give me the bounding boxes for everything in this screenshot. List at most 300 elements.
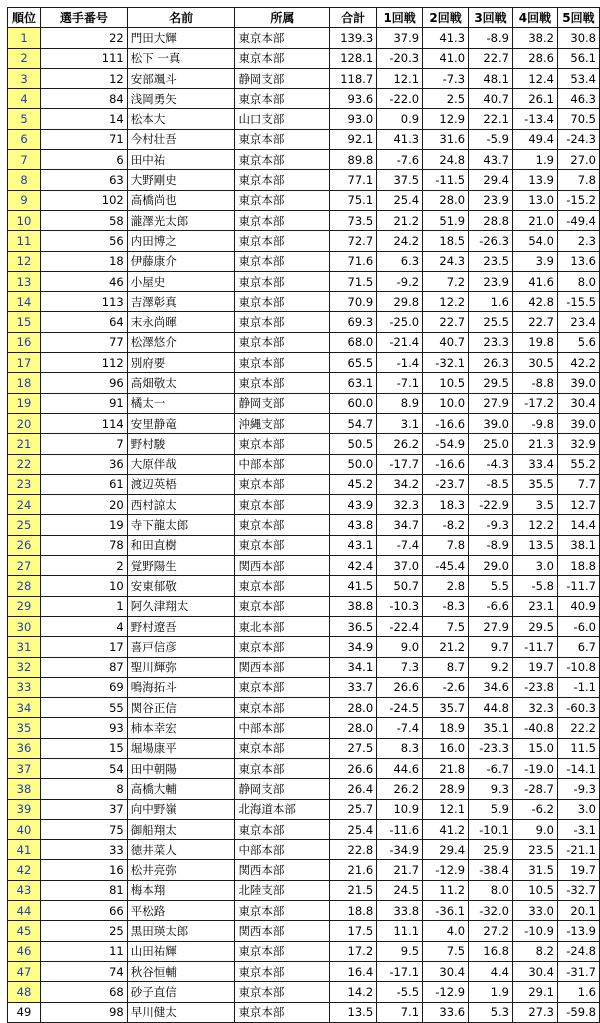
affiliation-cell: 東京本部 xyxy=(235,292,330,312)
name-cell: 高橋大輔 xyxy=(127,779,235,799)
name-cell: 田中朝陽 xyxy=(127,758,235,778)
player-number-cell: 69 xyxy=(40,677,127,697)
round-1-cell: 10.9 xyxy=(377,799,423,819)
round-3-cell: 23.3 xyxy=(469,332,513,352)
player-number-cell: 8 xyxy=(40,779,127,799)
round-3-cell: 48.1 xyxy=(469,68,513,88)
round-4-cell: 33.0 xyxy=(512,901,557,921)
rank-cell: 34 xyxy=(8,698,41,718)
round-1-cell: 26.2 xyxy=(377,434,423,454)
affiliation-cell: 東京本部 xyxy=(235,89,330,109)
round-3-cell: -23.3 xyxy=(469,738,513,758)
name-cell: 大野剛史 xyxy=(127,170,235,190)
name-cell: 秋谷恒輔 xyxy=(127,961,235,981)
round-2-cell: 10.0 xyxy=(423,393,469,413)
round-5-cell: 14.4 xyxy=(557,515,599,535)
round-2-cell: 18.5 xyxy=(423,231,469,251)
name-cell: 門田大輝 xyxy=(127,28,235,48)
rank-cell: 15 xyxy=(8,312,41,332)
total-cell: 72.7 xyxy=(330,231,377,251)
round-5-cell: -60.3 xyxy=(557,698,599,718)
total-cell: 41.5 xyxy=(330,576,377,596)
table-row xyxy=(8,150,600,170)
name-cell: 西村諒太 xyxy=(127,495,235,515)
rank-cell: 21 xyxy=(8,434,41,454)
round-4-cell: 23.5 xyxy=(512,840,557,860)
round-2-cell: 7.2 xyxy=(423,271,469,291)
round-3-cell: 1.6 xyxy=(469,292,513,312)
round-1-cell: -1.4 xyxy=(377,353,423,373)
round-1-cell: -7.4 xyxy=(377,718,423,738)
affiliation-cell: 東京本部 xyxy=(235,474,330,494)
player-number-cell: 91 xyxy=(40,393,127,413)
total-cell: 50.0 xyxy=(330,454,377,474)
table-row xyxy=(8,474,600,494)
affiliation-cell: 東京本部 xyxy=(235,596,330,616)
round-5-cell: -9.3 xyxy=(557,779,599,799)
player-number-cell: 113 xyxy=(40,292,127,312)
round-2-cell: -32.1 xyxy=(423,353,469,373)
round-5-cell: 7.8 xyxy=(557,170,599,190)
round-3-cell: 34.6 xyxy=(469,677,513,697)
table-row xyxy=(8,840,600,860)
player-number-cell: 15 xyxy=(40,738,127,758)
name-cell: 向中野嶺 xyxy=(127,799,235,819)
rank-cell: 8 xyxy=(8,170,41,190)
player-number-cell: 16 xyxy=(40,860,127,880)
round-2-cell: 51.9 xyxy=(423,210,469,230)
round-5-cell: 23.4 xyxy=(557,312,599,332)
affiliation-cell: 北海道本部 xyxy=(235,799,330,819)
round-5-cell: 56.1 xyxy=(557,48,599,68)
round-3-cell: 29.4 xyxy=(469,170,513,190)
table-row xyxy=(8,515,600,535)
round-4-cell: 42.8 xyxy=(512,292,557,312)
round-4-cell: 21.0 xyxy=(512,210,557,230)
affiliation-cell: 東京本部 xyxy=(235,941,330,961)
name-cell: 鳴海拓斗 xyxy=(127,677,235,697)
round-1-cell: -7.1 xyxy=(377,373,423,393)
table-row xyxy=(8,292,600,312)
round-4-cell: -5.8 xyxy=(512,576,557,596)
rank-cell: 2 xyxy=(8,48,41,68)
round-2-cell: -11.5 xyxy=(423,170,469,190)
table-row xyxy=(8,353,600,373)
round-5-cell: 5.6 xyxy=(557,332,599,352)
header-round-1: 1回戦 xyxy=(377,8,423,28)
name-cell: 早川健太 xyxy=(127,1002,235,1022)
affiliation-cell: 静岡支部 xyxy=(235,779,330,799)
rank-cell: 17 xyxy=(8,353,41,373)
round-4-cell: 33.4 xyxy=(512,454,557,474)
round-4-cell: 23.1 xyxy=(512,596,557,616)
total-cell: 93.0 xyxy=(330,109,377,129)
affiliation-cell: 東京本部 xyxy=(235,170,330,190)
round-2-cell: 33.6 xyxy=(423,1002,469,1022)
name-cell: 寺下龍太郎 xyxy=(127,515,235,535)
rank-cell: 29 xyxy=(8,596,41,616)
round-2-cell: 7.8 xyxy=(423,535,469,555)
header-round-4: 4回戦 xyxy=(512,8,557,28)
player-number-cell: 17 xyxy=(40,637,127,657)
round-4-cell: 3.0 xyxy=(512,556,557,576)
rank-cell: 13 xyxy=(8,271,41,291)
total-cell: 22.8 xyxy=(330,840,377,860)
round-2-cell: 31.6 xyxy=(423,129,469,149)
header-player-number: 選手番号 xyxy=(40,8,127,28)
rank-cell: 46 xyxy=(8,941,41,961)
total-cell: 69.3 xyxy=(330,312,377,332)
round-4-cell: -8.8 xyxy=(512,373,557,393)
rank-cell: 27 xyxy=(8,556,41,576)
table-row xyxy=(8,332,600,352)
player-number-cell: 4 xyxy=(40,616,127,636)
affiliation-cell: 東京本部 xyxy=(235,332,330,352)
round-2-cell: 35.7 xyxy=(423,698,469,718)
round-4-cell: 13.5 xyxy=(512,535,557,555)
round-4-cell: -13.4 xyxy=(512,109,557,129)
table-row xyxy=(8,210,600,230)
player-number-cell: 54 xyxy=(40,758,127,778)
round-5-cell: 39.0 xyxy=(557,373,599,393)
round-4-cell: -17.2 xyxy=(512,393,557,413)
round-3-cell: 22.7 xyxy=(469,48,513,68)
round-1-cell: 7.1 xyxy=(377,1002,423,1022)
round-4-cell: 3.5 xyxy=(512,495,557,515)
header-rank: 順位 xyxy=(8,8,41,28)
round-5-cell: 27.0 xyxy=(557,150,599,170)
round-2-cell: 28.9 xyxy=(423,779,469,799)
round-3-cell: 26.3 xyxy=(469,353,513,373)
player-number-cell: 14 xyxy=(40,109,127,129)
round-2-cell: 22.7 xyxy=(423,312,469,332)
round-5-cell: -31.7 xyxy=(557,961,599,981)
round-3-cell: -38.4 xyxy=(469,860,513,880)
round-2-cell: -8.2 xyxy=(423,515,469,535)
round-5-cell: -32.7 xyxy=(557,880,599,900)
round-5-cell: -11.7 xyxy=(557,576,599,596)
round-2-cell: 10.5 xyxy=(423,373,469,393)
round-1-cell: -17.7 xyxy=(377,454,423,474)
rank-cell: 5 xyxy=(8,109,41,129)
name-cell: 山田祐輝 xyxy=(127,941,235,961)
rank-cell: 49 xyxy=(8,1002,41,1022)
round-4-cell: 1.9 xyxy=(512,150,557,170)
total-cell: 18.8 xyxy=(330,901,377,921)
round-4-cell: -19.0 xyxy=(512,758,557,778)
total-cell: 28.0 xyxy=(330,718,377,738)
affiliation-cell: 関西本部 xyxy=(235,860,330,880)
round-3-cell: 43.7 xyxy=(469,150,513,170)
round-5-cell: -14.1 xyxy=(557,758,599,778)
affiliation-cell: 東京本部 xyxy=(235,312,330,332)
table-row xyxy=(8,880,600,900)
total-cell: 25.4 xyxy=(330,819,377,839)
rank-cell: 47 xyxy=(8,961,41,981)
total-cell: 93.6 xyxy=(330,89,377,109)
name-cell: 黒田瑛太郎 xyxy=(127,921,235,941)
name-cell: 松井亮弥 xyxy=(127,860,235,880)
round-2-cell: 24.3 xyxy=(423,251,469,271)
round-2-cell: -23.7 xyxy=(423,474,469,494)
round-5-cell: 2.3 xyxy=(557,231,599,251)
name-cell: 野村駿 xyxy=(127,434,235,454)
table-row xyxy=(8,758,600,778)
total-cell: 65.5 xyxy=(330,353,377,373)
table-row xyxy=(8,28,600,48)
round-3-cell: 22.1 xyxy=(469,109,513,129)
table-row xyxy=(8,799,600,819)
player-number-cell: 74 xyxy=(40,961,127,981)
round-4-cell: 35.5 xyxy=(512,474,557,494)
table-row xyxy=(8,961,600,981)
round-1-cell: 29.8 xyxy=(377,292,423,312)
table-row xyxy=(8,129,600,149)
round-5-cell: -15.5 xyxy=(557,292,599,312)
name-cell: 徳井菜人 xyxy=(127,840,235,860)
table-row xyxy=(8,556,600,576)
round-1-cell: -5.5 xyxy=(377,982,423,1002)
affiliation-cell: 中部本部 xyxy=(235,454,330,474)
table-row xyxy=(8,982,600,1002)
round-3-cell: -5.9 xyxy=(469,129,513,149)
rank-cell: 31 xyxy=(8,637,41,657)
rank-cell: 38 xyxy=(8,779,41,799)
total-cell: 36.5 xyxy=(330,616,377,636)
table-row xyxy=(8,454,600,474)
round-5-cell: 30.4 xyxy=(557,393,599,413)
round-3-cell: 44.8 xyxy=(469,698,513,718)
table-row xyxy=(8,251,600,271)
name-cell: 松本大 xyxy=(127,109,235,129)
header-round-2: 2回戦 xyxy=(423,8,469,28)
name-cell: 安里静竜 xyxy=(127,413,235,433)
round-5-cell: 20.1 xyxy=(557,901,599,921)
total-cell: 17.2 xyxy=(330,941,377,961)
name-cell: 梅本翔 xyxy=(127,880,235,900)
rank-cell: 14 xyxy=(8,292,41,312)
round-1-cell: -10.3 xyxy=(377,596,423,616)
rank-cell: 35 xyxy=(8,718,41,738)
rank-cell: 33 xyxy=(8,677,41,697)
total-cell: 21.5 xyxy=(330,880,377,900)
round-4-cell: -28.7 xyxy=(512,779,557,799)
name-cell: 吉澤彰真 xyxy=(127,292,235,312)
round-1-cell: 33.8 xyxy=(377,901,423,921)
table-row xyxy=(8,48,600,68)
rank-cell: 25 xyxy=(8,515,41,535)
table-row xyxy=(8,434,600,454)
round-3-cell: 23.5 xyxy=(469,251,513,271)
player-number-cell: 36 xyxy=(40,454,127,474)
rank-cell: 3 xyxy=(8,68,41,88)
round-2-cell: -7.3 xyxy=(423,68,469,88)
rank-cell: 48 xyxy=(8,982,41,1002)
round-1-cell: -21.4 xyxy=(377,332,423,352)
player-number-cell: 19 xyxy=(40,515,127,535)
affiliation-cell: 北陸支部 xyxy=(235,880,330,900)
player-number-cell: 20 xyxy=(40,495,127,515)
name-cell: 今村壮吾 xyxy=(127,129,235,149)
round-3-cell: 39.0 xyxy=(469,413,513,433)
round-5-cell: 39.0 xyxy=(557,413,599,433)
round-5-cell: -24.8 xyxy=(557,941,599,961)
rank-cell: 20 xyxy=(8,413,41,433)
table-row xyxy=(8,1002,600,1022)
total-cell: 21.6 xyxy=(330,860,377,880)
round-2-cell: 41.3 xyxy=(423,28,469,48)
name-cell: 小屋史 xyxy=(127,271,235,291)
round-4-cell: 22.7 xyxy=(512,312,557,332)
round-4-cell: 30.4 xyxy=(512,961,557,981)
player-number-cell: 18 xyxy=(40,251,127,271)
round-5-cell: -59.8 xyxy=(557,1002,599,1022)
round-3-cell: -8.5 xyxy=(469,474,513,494)
total-cell: 14.2 xyxy=(330,982,377,1002)
round-3-cell: 25.0 xyxy=(469,434,513,454)
table-row xyxy=(8,637,600,657)
total-cell: 26.4 xyxy=(330,779,377,799)
name-cell: 柿本幸宏 xyxy=(127,718,235,738)
round-1-cell: -9.2 xyxy=(377,271,423,291)
affiliation-cell: 東京本部 xyxy=(235,434,330,454)
round-4-cell: 12.2 xyxy=(512,515,557,535)
round-5-cell: 6.7 xyxy=(557,637,599,657)
round-3-cell: -10.1 xyxy=(469,819,513,839)
table-row xyxy=(8,231,600,251)
round-1-cell: 37.5 xyxy=(377,170,423,190)
player-number-cell: 81 xyxy=(40,880,127,900)
total-cell: 45.2 xyxy=(330,474,377,494)
round-5-cell: -24.3 xyxy=(557,129,599,149)
round-5-cell: 22.2 xyxy=(557,718,599,738)
round-5-cell: 53.4 xyxy=(557,68,599,88)
round-1-cell: 21.7 xyxy=(377,860,423,880)
round-1-cell: 37.9 xyxy=(377,28,423,48)
round-2-cell: 7.5 xyxy=(423,616,469,636)
total-cell: 42.4 xyxy=(330,556,377,576)
total-cell: 89.8 xyxy=(330,150,377,170)
round-2-cell: 12.1 xyxy=(423,799,469,819)
round-3-cell: 25.9 xyxy=(469,840,513,860)
rank-cell: 30 xyxy=(8,616,41,636)
player-number-cell: 87 xyxy=(40,657,127,677)
round-3-cell: 35.1 xyxy=(469,718,513,738)
name-cell: 御船翔太 xyxy=(127,819,235,839)
affiliation-cell: 東京本部 xyxy=(235,1002,330,1022)
round-1-cell: 3.1 xyxy=(377,413,423,433)
round-4-cell: 3.9 xyxy=(512,251,557,271)
round-2-cell: 8.7 xyxy=(423,657,469,677)
round-2-cell: 2.5 xyxy=(423,89,469,109)
player-number-cell: 56 xyxy=(40,231,127,251)
affiliation-cell: 東京本部 xyxy=(235,271,330,291)
total-cell: 128.1 xyxy=(330,48,377,68)
table-row xyxy=(8,921,600,941)
table-row xyxy=(8,738,600,758)
player-number-cell: 112 xyxy=(40,353,127,373)
affiliation-cell: 東京本部 xyxy=(235,535,330,555)
total-cell: 43.9 xyxy=(330,495,377,515)
name-cell: 関谷正信 xyxy=(127,698,235,718)
round-5-cell: -1.1 xyxy=(557,677,599,697)
rank-cell: 43 xyxy=(8,880,41,900)
rank-cell: 10 xyxy=(8,210,41,230)
name-cell: 平松路 xyxy=(127,901,235,921)
round-1-cell: 6.3 xyxy=(377,251,423,271)
rank-cell: 42 xyxy=(8,860,41,880)
total-cell: 43.1 xyxy=(330,535,377,555)
round-2-cell: -8.3 xyxy=(423,596,469,616)
player-number-cell: 58 xyxy=(40,210,127,230)
round-1-cell: -25.0 xyxy=(377,312,423,332)
player-number-cell: 102 xyxy=(40,190,127,210)
affiliation-cell: 東京本部 xyxy=(235,982,330,1002)
round-5-cell: 1.6 xyxy=(557,982,599,1002)
round-1-cell: 32.3 xyxy=(377,495,423,515)
player-number-cell: 37 xyxy=(40,799,127,819)
player-number-cell: 6 xyxy=(40,150,127,170)
round-1-cell: 12.1 xyxy=(377,68,423,88)
name-cell: 渡辺英梧 xyxy=(127,474,235,494)
total-cell: 63.1 xyxy=(330,373,377,393)
round-3-cell: 23.9 xyxy=(469,190,513,210)
affiliation-cell: 東京本部 xyxy=(235,698,330,718)
round-3-cell: 28.8 xyxy=(469,210,513,230)
player-number-cell: 66 xyxy=(40,901,127,921)
affiliation-cell: 東京本部 xyxy=(235,190,330,210)
name-cell: 安部颯斗 xyxy=(127,68,235,88)
player-number-cell: 33 xyxy=(40,840,127,860)
round-3-cell: 1.9 xyxy=(469,982,513,1002)
affiliation-cell: 東京本部 xyxy=(235,48,330,68)
round-5-cell: 42.2 xyxy=(557,353,599,373)
round-4-cell: 19.7 xyxy=(512,657,557,677)
total-cell: 118.7 xyxy=(330,68,377,88)
round-4-cell: 38.2 xyxy=(512,28,557,48)
round-5-cell: 13.6 xyxy=(557,251,599,271)
round-5-cell: 18.8 xyxy=(557,556,599,576)
round-2-cell: 16.0 xyxy=(423,738,469,758)
total-cell: 70.9 xyxy=(330,292,377,312)
round-3-cell: 29.5 xyxy=(469,373,513,393)
table-row xyxy=(8,819,600,839)
name-cell: 高畑敬太 xyxy=(127,373,235,393)
round-3-cell: 27.9 xyxy=(469,393,513,413)
table-row xyxy=(8,677,600,697)
rank-cell: 22 xyxy=(8,454,41,474)
player-number-cell: 25 xyxy=(40,921,127,941)
total-cell: 54.7 xyxy=(330,413,377,433)
player-number-cell: 68 xyxy=(40,982,127,1002)
affiliation-cell: 東京本部 xyxy=(235,637,330,657)
name-cell: 伊藤康介 xyxy=(127,251,235,271)
total-cell: 25.7 xyxy=(330,799,377,819)
player-number-cell: 96 xyxy=(40,373,127,393)
round-2-cell: -16.6 xyxy=(423,454,469,474)
table-row xyxy=(8,190,600,210)
table-row xyxy=(8,312,600,332)
name-cell: 末永尚暉 xyxy=(127,312,235,332)
round-2-cell: -12.9 xyxy=(423,860,469,880)
round-4-cell: -11.7 xyxy=(512,637,557,657)
table-row xyxy=(8,901,600,921)
total-cell: 33.7 xyxy=(330,677,377,697)
rank-cell: 18 xyxy=(8,373,41,393)
name-cell: 大原伴哉 xyxy=(127,454,235,474)
player-number-cell: 78 xyxy=(40,535,127,555)
name-cell: 阿久津翔太 xyxy=(127,596,235,616)
